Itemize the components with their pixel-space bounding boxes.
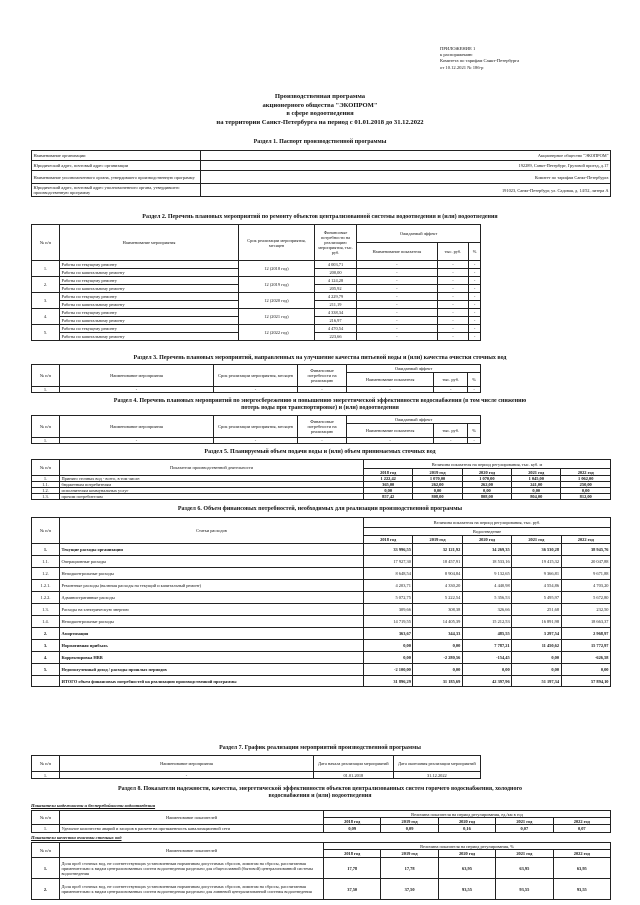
table-cell: 17 927,30 (364, 556, 413, 568)
table-cell: - (437, 293, 469, 301)
table-cell: Неподконтрольные расходы (60, 616, 364, 628)
table-cell: 4 229,79 (315, 293, 357, 301)
table-cell: 93,55 (553, 879, 610, 900)
section-4-title: Раздел 4. Перечень плановых мероприятий по энергосбережению и повышению энергетической эффективности водоснабжения (в том числе снижению потерь воды при транспортировке) и (или) водоотведения (113, 398, 527, 412)
table-cell: Принято сточных вод - всего, в том числе: (60, 476, 364, 482)
table-cell: 9 671,88 (561, 568, 610, 580)
table-cell: - (437, 261, 469, 269)
table-cell: 37,50 (381, 879, 438, 900)
table-cell: 8 648,54 (364, 568, 413, 580)
table-cell: Доля проб сточных вод, не соответствующих установленным нормативам допустимых сбросов, лимитам на сбросы, рассчитанная применительно к видам централизованных систем водоотведения раздельно для ливневой централизованной системы водоотведения (60, 879, 324, 900)
table-cell: - (469, 277, 481, 285)
section-6-title: Раздел 6. Объем финансовых потребностей, необходимых для реализации производственной программы (177, 506, 463, 512)
table-cell: 1.2.2. (32, 592, 60, 604)
table-row (32, 568, 611, 580)
table-cell: 8 904,84 (413, 568, 462, 580)
table-cell: 1.2. (32, 488, 60, 494)
table-row (32, 628, 611, 640)
table-cell: - (469, 261, 481, 269)
table-cell: ИТОГО объем финансовых потребностей на реализацию производственной программы (60, 676, 364, 687)
table-cell: 14 405,39 (413, 616, 462, 628)
table-cell: 3. (32, 293, 60, 309)
table-cell: 309,66 (364, 604, 413, 616)
quality-measures-table: № п/п Наименование мероприятия Срок реализации мероприятия, месяцев Финансовые потребности на реализацию Ожидаемый эффект Наименование показателя тыс. руб. % 1. - - - - - - (31, 364, 481, 393)
table-cell: Работы по текущему ремонту (60, 277, 239, 285)
table-cell: 4 003,71 (315, 261, 357, 269)
table-cell: 250,00 (561, 482, 611, 488)
table-cell: 17,78 (324, 858, 381, 879)
table-cell: 1.2.1. (32, 580, 60, 592)
table-cell: Работы по капитальному ремонту (60, 285, 239, 293)
table-cell: 31 185,69 (413, 676, 462, 687)
table-cell: Неподконтрольные расходы (60, 568, 364, 580)
table-cell: 326,66 (462, 604, 511, 616)
table-cell: 93,55 (438, 879, 495, 900)
table-cell: 232,50 (561, 604, 610, 616)
volume-table: № п/п Показатели производственной деятельности Величина показателя на период регулирования, тыс. куб. м 2018 год 2019 год 2020 год 2021 год 2022 год 1. Принято сточных вод - всего, в том числе: 1 222,42 1 070,00 1 070,00 1 045,00 1 062,00 1.1. бюджетным потребителям 365,00 262,00 262,00 241,00 250,00 1.2. исполнителям коммунальных услуг 0,00 0,00 0,00 0,00 0,00 1.3. прочим потребителям 857,42 808,00 808,00 804,00 812,00 (31, 459, 611, 500)
table-cell: 4. (32, 652, 60, 664)
table-cell: 0,00 (561, 488, 611, 494)
table-cell: 1.4. (32, 616, 60, 628)
table-cell: Работы по текущему ремонту (60, 309, 239, 317)
table-cell: 1 045,00 (512, 476, 561, 482)
table-cell: 1. (32, 858, 60, 879)
table-cell: - (437, 333, 469, 341)
table-cell: Работы по текущему ремонту (60, 325, 239, 333)
table-cell: 3. (32, 640, 60, 652)
table-cell: 9 132,65 (462, 568, 511, 580)
reliability-table: № п/п Наименование показателей Величина показателя на период регулирования, ед./км в год 2018 год 2019 год 2020 год 2021 год 2022 год 1. Удельное количество аварий и засоров в расчете на протяженность канализационной сети 0,09 0,09 0,16 0,07 0,07 (31, 810, 611, 833)
table-cell: 1. (32, 476, 60, 482)
table-cell: 5. (32, 664, 60, 676)
table-cell: 51 197,34 (512, 676, 561, 687)
table-cell: 223,66 (315, 333, 357, 341)
table-cell: - (437, 301, 469, 309)
table-cell: 1.2. (32, 568, 60, 580)
reliability-subtitle: Показатели надежности и бесперебойности водоотведения (31, 803, 156, 808)
table-cell: 0,00 (512, 652, 561, 664)
table-cell: 14 719,55 (364, 616, 413, 628)
table-cell: 4 330,20 (413, 580, 462, 592)
approval-line: ПРИЛОЖЕНИЕ 1 (440, 46, 476, 51)
repair-table: № п/п Наименование мероприятия Срок реализации мероприятия, месяцев Финансовые потребности на реализацию мероприятия, тыс. руб. Ожидаемый эффект Наименование показателя тыс. руб. % 1. Работы по текущему ремонту 12 (2018 год) 4 003,71 - - - Работы по капитальному ремонту 200,00 - - - 2. Работы по текущему ремонту 12 (2019 год) 4 124,28 - - - Работы по капитальному ремонту 205,92 - - - 3. Работы по текущему ремонту 12 (2020 год) 4 229,79 - - - Работы по капитальному ремонту 211,19 - - - 4. Работы по текущему ремонту 12 (2021 год) 4 338,34 - - - Работы по капитальному ремонту 216,97 - - - 5. Работы по текущему ремонту 12 (2022 год) 4 470,54 - - - Работы по капитальному ремонту 223,66 - - - (31, 224, 481, 341)
table-cell: 4 124,28 (315, 277, 357, 285)
document-title: Производственная программа акционерного общества "ЭКОПРОМ" в сфере водоотведения на территории Санкт-Петербурга на период с 01.01.2018 до 31.12.2022 (216, 93, 424, 126)
table-cell: Работы по капитальному ремонту (60, 333, 239, 341)
table-cell: Доля проб сточных вод, не соответствующих установленным нормативам допустимых сбросов, лимитам на сбросы, рассчитанная применительно к видам централизованных систем водоотведения раздельно для общесплавной (бытовой) централизованной системы водоотведения (60, 858, 324, 879)
table-row (32, 604, 611, 616)
table-cell: 2. (32, 879, 60, 900)
table-cell: 7 787,21 (462, 640, 511, 652)
table-cell: 5 356,53 (462, 592, 511, 604)
table-cell: 4 470,54 (315, 325, 357, 333)
table-row (32, 879, 611, 900)
table-row (32, 277, 481, 285)
approval-line: Комитета по тарифам Санкт-Петербурга (440, 58, 520, 64)
table-cell: 12 (2021 год) (239, 309, 315, 325)
table-row (32, 494, 611, 500)
table-cell: - (437, 317, 469, 325)
table-cell: 38 945,76 (561, 544, 610, 556)
table-cell: -626,58 (561, 652, 610, 664)
table-cell: 3 297,54 (512, 628, 561, 640)
table-cell: - (469, 325, 481, 333)
table-cell: - (469, 301, 481, 309)
table-cell: 1 070,00 (413, 476, 462, 482)
table-cell: 804,00 (512, 494, 561, 500)
table-row (32, 325, 481, 333)
table-cell: - (469, 317, 481, 325)
table-cell: 1.1. (32, 482, 60, 488)
section-1-title: Раздел 1. Паспорт производственной программы (253, 139, 387, 145)
energy-measures-table: № п/п Наименование мероприятия Срок реализации мероприятия, месяцев Финансовые потребности на реализацию Ожидаемый эффект Наименование показателя тыс. руб. % 1. - - - - - - (31, 415, 481, 444)
table-cell: 5. (32, 325, 60, 341)
table-cell: 57 894,10 (561, 676, 610, 687)
table-cell: исполнителям коммунальных услуг (60, 488, 364, 494)
table-cell: 344,33 (413, 628, 462, 640)
table-cell: 18 533,16 (462, 556, 511, 568)
table-cell: 12 (2022 год) (239, 325, 315, 341)
table-cell: - (469, 333, 481, 341)
table-cell: Административные расходы (60, 592, 364, 604)
table-cell: 12 (2018 год) (239, 261, 315, 277)
table-cell: 0,00 (561, 664, 610, 676)
table-cell: 5 222,54 (413, 592, 462, 604)
table-cell: 19 415,32 (512, 556, 561, 568)
section-8-title: Раздел 8. Показатели надежности, качества, энергетической эффективности объектов централизованных систем горячего водоснабжения, холодного водоснабжения и (или) водоотведения (117, 786, 523, 800)
approval-block (440, 46, 519, 71)
table-cell: 20 047,88 (561, 556, 610, 568)
table-cell: Ремонтные расходы (включая расходы на текущий и капитальный ремонт) (60, 580, 364, 592)
table-cell: 12 (2019 год) (239, 277, 315, 293)
table-cell: 216,97 (315, 317, 357, 325)
table-row (32, 309, 481, 317)
table-row (32, 676, 611, 687)
passport-table: Наименование организации Акционерное общество "ЭКОПРОМ" Юридический адрес, почтовый адрес организации 192289, Санкт-Петербург, Грузовой проезд, д.17 Наименование уполномоченного органа, утвердившего производственную программу Комитет по тарифам Санкт-Петербурга Юридический адрес, почтовый адрес уполномоченного органа, утвердившего производственную программу 191023, Санкт-Петербург, ул. Садовая, д. 14/52, литера А (31, 150, 611, 197)
table-cell: 812,00 (561, 494, 611, 500)
table-cell: 363,67 (364, 628, 413, 640)
table-cell: 2. (32, 277, 60, 293)
section-2-title: Раздел 2. Перечень плановых мероприятий по ремонту объектов централизованной системы водоотведения и (или) водоотведения (142, 214, 498, 220)
table-row (32, 592, 611, 604)
table-cell: - (469, 269, 481, 277)
table-row (32, 293, 481, 301)
table-cell: - (437, 277, 469, 285)
table-cell: - (437, 309, 469, 317)
table-cell: 1 070,00 (462, 476, 511, 482)
table-row (32, 544, 611, 556)
table-cell: 365,00 (364, 482, 413, 488)
table-cell: Текущие расходы организации (60, 544, 364, 556)
table-row (32, 858, 611, 879)
table-cell: 5 672,80 (561, 592, 610, 604)
section-3-title: Раздел 3. Перечень плановых мероприятий, направленных на улучшение качества питьевой воды и (или) качества очистки сточных вод (133, 355, 507, 361)
table-cell: 32 121,92 (413, 544, 462, 556)
table-cell: 0,00 (364, 488, 413, 494)
table-cell: 1. (32, 261, 60, 277)
table-cell (32, 676, 60, 687)
table-cell: 241,00 (512, 482, 561, 488)
table-cell: Нормативная прибыль (60, 640, 364, 652)
finance-table: № п/п Статьи расходов Величина показателя на период регулирования, тыс. руб. Водоотведение 2018 год 2019 год 2020 год 2021 год 2022 год 1. Текущие расходы организации 33 996,55 32 121,92 34 269,35 36 530,28 38 945,76 1.1. Операционные расходы 17 927,30 18 457,91 18 533,16 19 415,32 20 047,88 1.2. Неподконтрольные расходы 8 648,54 8 904,84 9 132,65 9 366,81 9 671,88 1.2.1. Ремонтные расходы (включая расходы на текущий и капитальный ремонт) 4 203,71 4 330,20 4 440,98 4 554,86 4 703,20 1.2.2. Административные расходы 5 072,75 5 222,54 5 356,53 5 495,97 5 672,80 1.3. Расходы на электрическую энергию 309,66 308,38 326,66 251,68 232,50 1.4. Неподконтрольные расходы 14 719,55 14 405,39 15 212,53 16 891,98 18 663,37 2. Амортизация 363,67 344,33 485,55 3 297,54 2 968,97 3. Нормативная прибыль 0,00 0,00 7 787,21 11 450,62 15 772,97 4. Корректировка НВВ 0,00 -2 280,56 -154,45 0,00 -626,58 5. Недополученный доход / расходы прошлых периодов -2 100,00 0,00 0,00 0,00 0,00 ИТОГО объем финансовых потребностей на реализацию производственной программы 31 896,29 31 185,69 42 397,96 51 197,34 57 894,10 (31, 517, 611, 687)
table-cell: 485,55 (462, 628, 511, 640)
table-cell: - (357, 285, 438, 293)
table-cell: - (437, 325, 469, 333)
table-cell: бюджетным потребителям (60, 482, 364, 488)
table-cell: 1.1. (32, 556, 60, 568)
table-cell: - (469, 309, 481, 317)
approval-line: от 10.12.2021 № 186-р (440, 64, 484, 70)
table-cell: 4 440,98 (462, 580, 511, 592)
schedule-table: № п/п Наименование мероприятия Дата начала реализации мероприятий Дата окончания реализации мероприятий 1. - 01.01.2018 31.12.2022 (31, 755, 481, 779)
section-7-title: Раздел 7. График реализации мероприятий производственной программы (219, 745, 421, 751)
table-cell: Амортизация (60, 628, 364, 640)
table-cell: - (357, 333, 438, 341)
table-cell: 63,95 (438, 858, 495, 879)
table-cell: 262,00 (413, 482, 462, 488)
table-cell: -2 280,56 (413, 652, 462, 664)
table-cell: - (469, 285, 481, 293)
table-cell: 200,00 (315, 269, 357, 277)
table-row (32, 580, 611, 592)
table-cell: 0,00 (364, 640, 413, 652)
table-cell: 1. (32, 544, 60, 556)
table-cell: 4 554,86 (512, 580, 561, 592)
table-cell: 5 072,75 (364, 592, 413, 604)
table-cell: 42 397,96 (462, 676, 511, 687)
table-cell: 4. (32, 309, 60, 325)
section-5-title: Раздел 5. Планируемый объем подачи воды и (или) объем принимаемых сточных вод (204, 449, 436, 455)
table-cell: 0,00 (413, 664, 462, 676)
table-cell: 2. (32, 628, 60, 640)
table-cell: Операционные расходы (60, 556, 364, 568)
table-row (32, 652, 611, 664)
table-cell: 251,68 (512, 604, 561, 616)
table-cell: - (437, 269, 469, 277)
table-cell: 0,00 (413, 640, 462, 652)
table-cell: 857,42 (364, 494, 413, 500)
table-row (32, 556, 611, 568)
table-cell: 808,00 (462, 494, 511, 500)
table-cell: - (469, 293, 481, 301)
table-cell: Корректировка НВВ (60, 652, 364, 664)
table-cell: 63,95 (553, 858, 610, 879)
table-cell: 1 062,00 (561, 476, 611, 482)
table-row (32, 640, 611, 652)
table-cell: Расходы на электрическую энергию (60, 604, 364, 616)
table-cell: 18 663,37 (561, 616, 610, 628)
table-cell: 16 891,98 (512, 616, 561, 628)
table-cell: - (357, 301, 438, 309)
table-cell: 211,19 (315, 301, 357, 309)
table-cell: 17,78 (381, 858, 438, 879)
table-cell: 0,00 (413, 488, 462, 494)
table-cell: Работы по текущему ремонту (60, 293, 239, 301)
table-cell: - (357, 309, 438, 317)
table-cell: 0,00 (364, 652, 413, 664)
table-cell: -154,45 (462, 652, 511, 664)
table-cell: 0,00 (462, 488, 511, 494)
table-cell: 0,00 (512, 664, 561, 676)
table-cell: - (437, 285, 469, 293)
table-cell: - (357, 277, 438, 285)
table-cell: Работы по капитальному ремонту (60, 317, 239, 325)
table-cell: -2 100,00 (364, 664, 413, 676)
table-cell: - (357, 261, 438, 269)
quality-subtitle: Показатели качества очистки сточных вод (31, 835, 122, 840)
table-cell: - (357, 317, 438, 325)
table-cell: 4 703,20 (561, 580, 610, 592)
table-cell: 1.3. (32, 494, 60, 500)
table-cell: 1 222,42 (364, 476, 413, 482)
table-cell: 1.3. (32, 604, 60, 616)
table-cell: 31 896,29 (364, 676, 413, 687)
table-cell: 2 968,97 (561, 628, 610, 640)
table-cell: 205,92 (315, 285, 357, 293)
table-cell: 18 457,91 (413, 556, 462, 568)
table-cell: Работы по текущему ремонту (60, 261, 239, 269)
approval-line: к распоряжению (440, 52, 473, 58)
table-row (32, 664, 611, 676)
table-cell: 36 530,28 (512, 544, 561, 556)
treatment-quality-table: № п/п Наименование показателей Величина показателя на период регулирования, % 2018 год 2019 год 2020 год 2021 год 2022 год 1. Доля проб сточных вод, не соответствующих установленным нормативам допустимых сбросов, лимитам на сбросы, рассчитанная применительно к видам централизованных систем водоотведения раздельно для общесплавной (бытовой) централизованной системы водоотведения 17,78 17,78 63,95 63,95 63,95 2. Доля проб сточных вод, не соответствующих установленным нормативам допустимых сбросов, лимитам на сбросы, рассчитанная применительно к видам централизованных систем водоотведения раздельно для ливневой централизованной системы водоотведения 37,50 37,50 93,55 93,55 93,55 (31, 842, 611, 900)
table-cell: 0,00 (462, 664, 511, 676)
table-cell: Работы по капитальному ремонту (60, 301, 239, 309)
table-cell: 4 203,71 (364, 580, 413, 592)
table-cell: 11 450,62 (512, 640, 561, 652)
table-cell: 63,95 (496, 858, 553, 879)
table-cell: 9 366,81 (512, 568, 561, 580)
table-cell: 808,00 (413, 494, 462, 500)
table-cell: - (357, 269, 438, 277)
table-cell: Недополученный доход / расходы прошлых периодов (60, 664, 364, 676)
table-cell: 0,00 (512, 488, 561, 494)
table-cell: - (357, 293, 438, 301)
table-cell: 5 495,97 (512, 592, 561, 604)
table-cell: Работы по капитальному ремонту (60, 269, 239, 277)
table-cell: 34 269,35 (462, 544, 511, 556)
table-cell: 15 212,53 (462, 616, 511, 628)
table-cell: 33 996,55 (364, 544, 413, 556)
table-cell: 37,50 (324, 879, 381, 900)
table-cell: 12 (2020 год) (239, 293, 315, 309)
table-row (32, 261, 481, 269)
table-cell: - (357, 325, 438, 333)
table-row (32, 616, 611, 628)
table-cell: 15 772,97 (561, 640, 610, 652)
table-cell: 308,38 (413, 604, 462, 616)
table-cell: прочим потребителям (60, 494, 364, 500)
table-cell: 93,55 (496, 879, 553, 900)
table-cell: 4 338,34 (315, 309, 357, 317)
table-cell: 262,00 (462, 482, 511, 488)
